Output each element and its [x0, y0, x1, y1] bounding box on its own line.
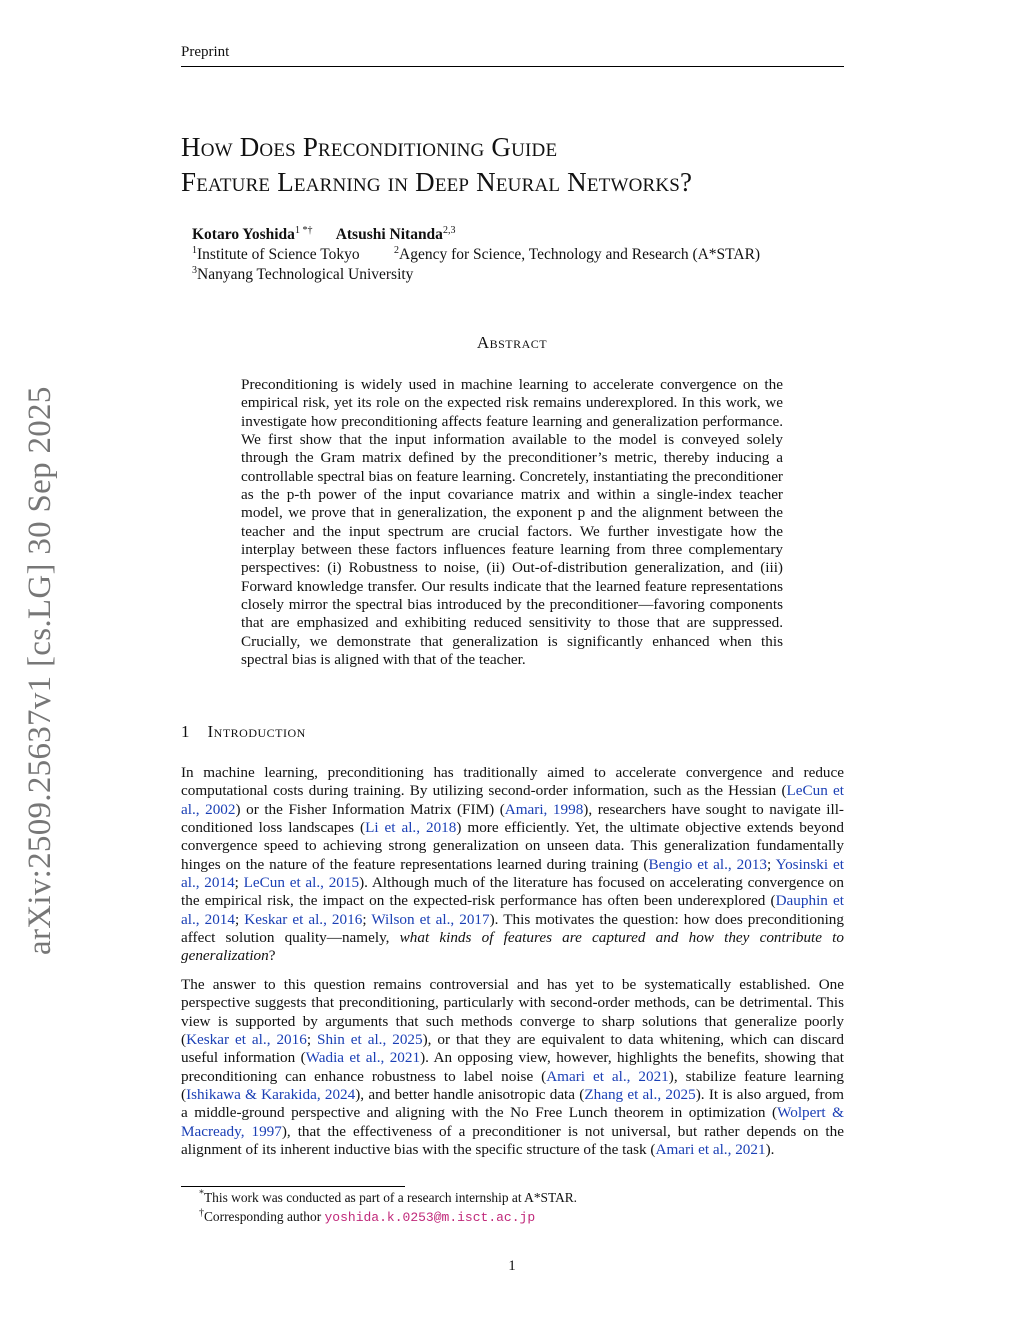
author-name: Kotaro Yoshida [192, 226, 295, 243]
footnote-text: This work was conducted as part of a research internship at A*STAR. [204, 1190, 578, 1205]
affiliation-text: Institute of Science Tokyo [197, 246, 360, 263]
affiliation-mark: 2 [394, 244, 399, 256]
header-rule [181, 66, 844, 67]
citation-link[interactable]: LeCun et al., 2002 [181, 782, 845, 818]
citation-link[interactable]: Keskar et al., 2016 [186, 1031, 307, 1049]
citation-link[interactable]: Yosinski et al., 2014 [181, 855, 845, 892]
citation-link[interactable]: Dauphin et al., 2014 [181, 892, 844, 928]
section-title: Introduction [207, 722, 306, 741]
citation-link[interactable]: Amari et al., 2021 [546, 1067, 669, 1085]
intro-paragraph-2: The answer to this question remains controversial and has yet to be systematically established. One perspective suggests that preconditioning, particularly with second-order methods, can be detrimental. This view is supported by arguments that such methods converge to sharp solutions that generalize poorly (Keskar et al., 2016; Shin et al., 2025), or that they are equivalent to data whitening, which can discard useful information (Wadia et al., 2021). An opposing view, however, highlights the benefits, showing that preconditioning can enhance robustness to label noise (Amari et al., 2021), stabilize feature learning (Ishikawa & Karakida, 2024), and better handle anisotropic data (Zhang et al., 2025). It is also argued, from a middle-ground perspective and aligning with the No Free Lunch theorem in optimization (Wolpert & Macready, 1997), that the effectiveness of a preconditioner is not universal, but rather depends on the alignment of its inherent inductive bias with the specific structure of the task (Amari et al., 2021). [181, 976, 844, 1159]
affiliation-mark: 3 [192, 264, 197, 276]
citation-link[interactable]: Wolpert & Macready, 1997 [181, 1104, 844, 1140]
author-name: Atsushi Nitanda [335, 226, 443, 243]
paper-title-line-2: Feature Learning in Deep Neural Networks? [181, 167, 693, 197]
citation-link[interactable]: Wilson et al., 2017 [371, 910, 490, 928]
footnote-mark: * [199, 1188, 204, 1200]
abstract-text: Preconditioning is widely used in machine learning to accelerate convergence on the empirical risk, yet its role on the expected risk remains underexplored. In this work, we investigate how preconditioning affects feature learning and generalization performance. We first show that the input information available to the model is conveyed solely through the Gram matrix defined by the preconditioner’s metric, thereby inducing a controllable spectral bias on feature learning. Concretely, instantiating the preconditioner as the p-th power of the input covariance matrix and within a single-index teacher model, we prove that in generalization, the exponent p and the alignment between the teacher and the input spectrum are crucial factors. We further investigate how the interplay between these factors influences feature learning from three complementary perspectives: (i) Robustness to noise, (ii) Out-of-distribution generalization, and (iii) Forward knowledge transfer. Our results indicate that the learned feature representations closely mirror the spectral bias introduced by the preconditioner—favoring components that are emphasized and exhibiting reduced sensitivity to those that are suppressed. Crucially, we demonstrate that generalization is significantly enhanced when this spectral bias is aligned with that of the teacher. [241, 376, 783, 669]
running-head: Preprint [181, 44, 230, 60]
affiliation-text: Nanyang Technological University [197, 266, 414, 283]
citation-link[interactable]: Wadia et al., 2021 [305, 1049, 421, 1067]
research-question: what kinds of features are captured and how they contribute to generalization [181, 929, 844, 965]
footnote-2 [199, 1209, 535, 1225]
paper-title-line-1: How Does Preconditioning Guide [181, 132, 558, 162]
citation-link[interactable]: Bengio et al., 2013 [648, 855, 768, 873]
arxiv-identifier-stamp: arXiv:2509.25637v1 [cs.LG] 30 Sep 2025 [22, 386, 58, 955]
footnote-mark: † [199, 1207, 204, 1219]
affiliation [394, 246, 760, 264]
affiliation [192, 266, 413, 284]
affiliation-mark: 1 [192, 244, 197, 256]
affiliation [192, 246, 360, 264]
citation-link[interactable]: Ishikawa & Karakida, 2024 [186, 1086, 356, 1104]
author-list [192, 226, 455, 244]
citation-link[interactable]: LeCun et al., 2015 [243, 874, 360, 892]
citation-link[interactable]: Keskar et al., 2016 [244, 910, 363, 928]
citation-link[interactable]: Shin et al., 2025 [317, 1031, 423, 1049]
citation-link[interactable]: Amari, 1998 [504, 800, 584, 818]
footnote-1 [199, 1190, 577, 1206]
section-number: 1 [181, 722, 190, 741]
section-heading [181, 722, 306, 742]
intro-paragraph-1: In machine learning, preconditioning has traditionally aimed to accelerate convergence and reduce computational costs during training. By utilizing second-order information, such as the Hessian (LeCun et al., 2002) or the Fisher Information Matrix (FIM) (Amari, 1998), researchers have sought to navigate ill-conditioned loss landscapes (Li et al., 2018) more efficiently. Yet, the ultimate objective extends beyond convergence speed to achieving strong generalization on unseen data. This generalization fundamentally hinges on the nature of the feature representations learned during training (Bengio et al., 2013; Yosinski et al., 2014; LeCun et al., 2015). Although much of the literature has focused on accelerating convergence on the empirical risk, the impact on the expected-risk performance has often been underexplored (Dauphin et al., 2014; Keskar et al., 2016; Wilson et al., 2017). This motivates the question: how does preconditioning affect solution quality—namely, what kinds of features are captured and how they contribute to generalization? [181, 764, 845, 965]
citation-link[interactable]: Amari et al., 2021 [655, 1141, 766, 1159]
author-marks: 1 *† [294, 224, 313, 236]
author-marks: 2,3 [442, 224, 456, 236]
citation-link[interactable]: Zhang et al., 2025 [584, 1086, 696, 1104]
footnote-rule [181, 1186, 405, 1187]
citation-link[interactable]: Li et al., 2018 [365, 819, 457, 837]
affiliation-text: Agency for Science, Technology and Research (A*STAR) [399, 246, 761, 263]
abstract-heading: Abstract [476, 333, 548, 352]
email-link[interactable]: yoshida.k.0253@m.isct.ac.jp [324, 1210, 536, 1225]
footnote-text: Corresponding author [204, 1209, 325, 1224]
page-number: 1 [508, 1258, 516, 1274]
